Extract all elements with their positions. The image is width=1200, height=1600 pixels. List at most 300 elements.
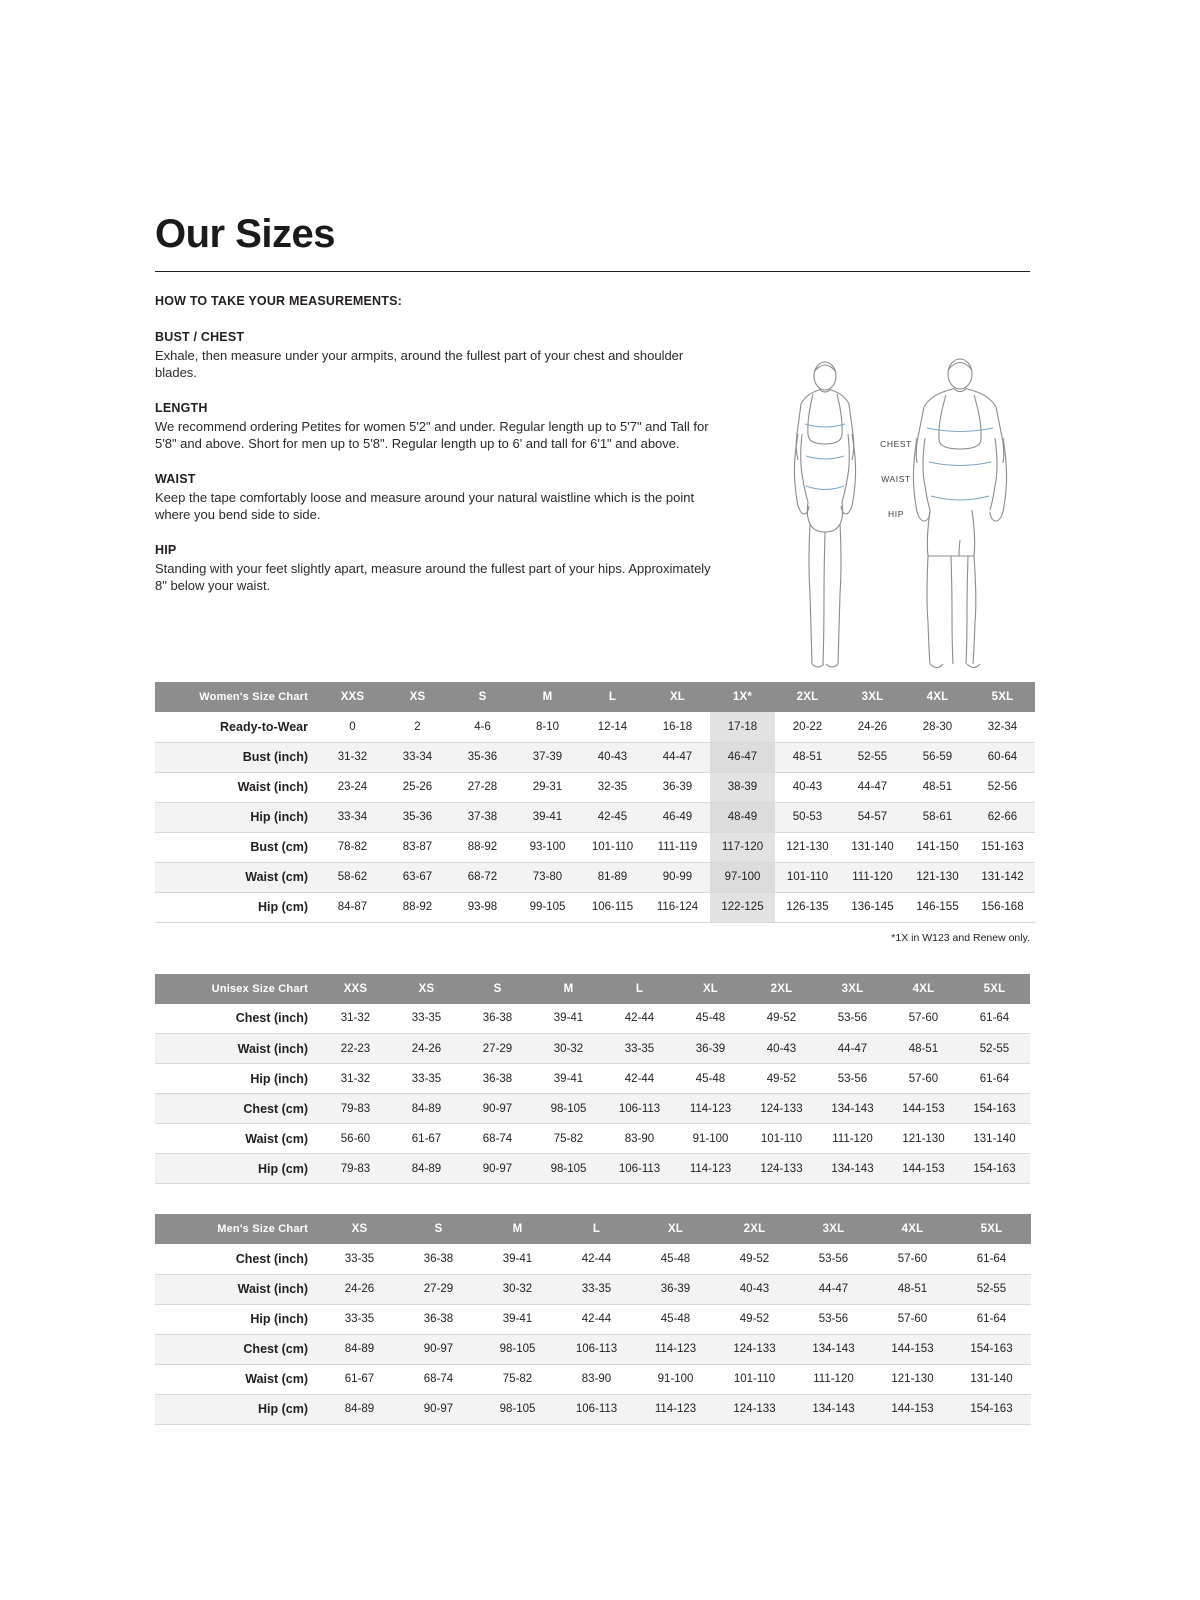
cell: 57-60 xyxy=(873,1304,952,1334)
table-row xyxy=(155,1064,1030,1094)
column-header: L xyxy=(580,682,645,712)
cell: 33-35 xyxy=(320,1244,399,1274)
column-header: XL xyxy=(675,974,746,1004)
table-body xyxy=(155,1244,1031,1424)
cell: 98-105 xyxy=(478,1334,557,1364)
cell: 93-98 xyxy=(450,892,515,922)
row-label: Hip (cm) xyxy=(155,1394,320,1424)
cell: 111-120 xyxy=(817,1124,888,1154)
cell: 91-100 xyxy=(675,1124,746,1154)
cell: 114-123 xyxy=(675,1154,746,1184)
cell: 124-133 xyxy=(746,1154,817,1184)
column-header: XS xyxy=(320,1214,399,1244)
section-body: Standing with your feet slightly apart, measure around the fullest part of your hips. Approximately 8" below your waist. xyxy=(155,561,711,593)
cell: 36-38 xyxy=(462,1064,533,1094)
cell: 131-140 xyxy=(959,1124,1030,1154)
row-label: Chest (inch) xyxy=(155,1004,320,1034)
cell: 88-92 xyxy=(450,832,515,862)
cell: 52-55 xyxy=(959,1034,1030,1064)
table-row xyxy=(155,1244,1031,1274)
cell: 27-29 xyxy=(399,1274,478,1304)
cell: 75-82 xyxy=(478,1364,557,1394)
cell: 98-105 xyxy=(478,1394,557,1424)
cell: 73-80 xyxy=(515,862,580,892)
cell: 141-150 xyxy=(905,832,970,862)
cell: 48-51 xyxy=(888,1034,959,1064)
cell: 45-48 xyxy=(636,1304,715,1334)
cell: 32-34 xyxy=(970,712,1035,742)
cell: 44-47 xyxy=(794,1274,873,1304)
cell: 61-64 xyxy=(959,1064,1030,1094)
cell: 39-41 xyxy=(533,1004,604,1034)
cell: 83-90 xyxy=(604,1124,675,1154)
cell: 53-56 xyxy=(794,1244,873,1274)
column-header: 2XL xyxy=(715,1214,794,1244)
cell: 32-35 xyxy=(580,772,645,802)
cell: 37-39 xyxy=(515,742,580,772)
cell: 126-135 xyxy=(775,892,840,922)
cell: 134-143 xyxy=(794,1334,873,1364)
male-measure-lines-icon xyxy=(927,428,993,500)
cell: 42-44 xyxy=(557,1304,636,1334)
row-label: Chest (cm) xyxy=(155,1334,320,1364)
section-heading: LENGTH xyxy=(155,401,208,415)
cell: 97-100 xyxy=(710,862,775,892)
cell: 60-64 xyxy=(970,742,1035,772)
womens-footnote: *1X in W123 and Renew only. xyxy=(891,931,1030,944)
table-row xyxy=(155,862,1035,892)
row-label: Hip (cm) xyxy=(155,1154,320,1184)
table-body xyxy=(155,1004,1030,1184)
row-label: Waist (cm) xyxy=(155,862,320,892)
cell: 45-48 xyxy=(636,1244,715,1274)
section-body: Keep the tape comfortably loose and measure around your natural waistline which is the point where you bend side to side. xyxy=(155,490,695,522)
row-label: Hip (cm) xyxy=(155,892,320,922)
cell: 27-28 xyxy=(450,772,515,802)
column-header: S xyxy=(399,1214,478,1244)
cell: 24-26 xyxy=(391,1034,462,1064)
cell: 33-35 xyxy=(557,1274,636,1304)
column-header: 4XL xyxy=(873,1214,952,1244)
cell: 53-56 xyxy=(794,1304,873,1334)
cell: 24-26 xyxy=(320,1274,399,1304)
cell: 27-29 xyxy=(462,1034,533,1064)
row-label: Ready-to-Wear xyxy=(155,712,320,742)
column-header: XL xyxy=(636,1214,715,1244)
cell: 144-153 xyxy=(873,1394,952,1424)
cell: 90-99 xyxy=(645,862,710,892)
title-divider xyxy=(155,271,1030,272)
cell: 57-60 xyxy=(888,1004,959,1034)
column-header: M xyxy=(533,974,604,1004)
cell: 22-23 xyxy=(320,1034,391,1064)
cell: 45-48 xyxy=(675,1064,746,1094)
cell: 144-153 xyxy=(873,1334,952,1364)
column-header: XS xyxy=(391,974,462,1004)
cell: 111-120 xyxy=(794,1364,873,1394)
cell: 90-97 xyxy=(462,1094,533,1124)
cell: 134-143 xyxy=(794,1394,873,1424)
cell: 35-36 xyxy=(450,742,515,772)
cell: 124-133 xyxy=(746,1094,817,1124)
cell: 40-43 xyxy=(775,772,840,802)
cell: 42-44 xyxy=(557,1244,636,1274)
table-row xyxy=(155,802,1035,832)
cell: 33-35 xyxy=(391,1004,462,1034)
cell: 53-56 xyxy=(817,1064,888,1094)
cell: 28-30 xyxy=(905,712,970,742)
measurement-instructions xyxy=(155,294,715,594)
cell: 131-140 xyxy=(840,832,905,862)
cell: 79-83 xyxy=(320,1154,391,1184)
female-measure-lines-icon xyxy=(805,424,845,490)
table-row xyxy=(155,1004,1030,1034)
table-row xyxy=(155,1394,1031,1424)
cell: 54-57 xyxy=(840,802,905,832)
column-header: 1X* xyxy=(710,682,775,712)
column-header: Men's Size Chart xyxy=(155,1214,320,1244)
cell: 57-60 xyxy=(888,1064,959,1094)
cell: 61-64 xyxy=(952,1244,1031,1274)
cell: 98-105 xyxy=(533,1094,604,1124)
cell: 33-35 xyxy=(391,1064,462,1094)
cell: 45-48 xyxy=(675,1004,746,1034)
cell: 33-34 xyxy=(385,742,450,772)
table-row xyxy=(155,712,1035,742)
cell: 61-64 xyxy=(952,1304,1031,1334)
row-label: Waist (cm) xyxy=(155,1124,320,1154)
cell: 39-41 xyxy=(478,1304,557,1334)
row-label: Waist (inch) xyxy=(155,1274,320,1304)
cell: 42-45 xyxy=(580,802,645,832)
cell: 40-43 xyxy=(580,742,645,772)
row-label: Chest (cm) xyxy=(155,1094,320,1124)
table-row xyxy=(155,1334,1031,1364)
cell: 62-66 xyxy=(970,802,1035,832)
cell: 30-32 xyxy=(478,1274,557,1304)
table-body xyxy=(155,712,1035,922)
cell: 56-60 xyxy=(320,1124,391,1154)
cell: 50-53 xyxy=(775,802,840,832)
cell: 117-120 xyxy=(710,832,775,862)
column-header: XL xyxy=(645,682,710,712)
section-body: We recommend ordering Petites for women 5'2" and under. Regular length up to 5'7" and Tall for 5'8" and above. Short for men up to 5'8". Regular length up to 6' and tall for 6'1" and above. xyxy=(155,419,709,451)
cell: 61-67 xyxy=(320,1364,399,1394)
cell: 31-32 xyxy=(320,1064,391,1094)
column-header: 3XL xyxy=(817,974,888,1004)
column-header: XXS xyxy=(320,974,391,1004)
cell: 84-89 xyxy=(320,1334,399,1364)
cell: 101-110 xyxy=(715,1364,794,1394)
cell: 48-49 xyxy=(710,802,775,832)
table-row xyxy=(155,772,1035,802)
section-length xyxy=(155,401,715,452)
table-row xyxy=(155,1154,1030,1184)
cell: 52-55 xyxy=(840,742,905,772)
female-figure-icon xyxy=(794,362,855,667)
cell: 101-110 xyxy=(775,862,840,892)
column-header: M xyxy=(515,682,580,712)
column-header: Unisex Size Chart xyxy=(155,974,320,1004)
cell: 25-26 xyxy=(385,772,450,802)
section-bust-chest xyxy=(155,330,715,381)
cell: 44-47 xyxy=(817,1034,888,1064)
mens-size-chart xyxy=(155,1214,1030,1425)
cell: 52-56 xyxy=(970,772,1035,802)
cell: 154-163 xyxy=(959,1094,1030,1124)
table-row xyxy=(155,1094,1030,1124)
cell: 31-32 xyxy=(320,1004,391,1034)
cell: 58-61 xyxy=(905,802,970,832)
column-header: 3XL xyxy=(840,682,905,712)
column-header: 2XL xyxy=(746,974,817,1004)
cell: 30-32 xyxy=(533,1034,604,1064)
cell: 106-113 xyxy=(557,1394,636,1424)
section-hip xyxy=(155,543,715,594)
cell: 122-125 xyxy=(710,892,775,922)
cell: 4-6 xyxy=(450,712,515,742)
cell: 42-44 xyxy=(604,1004,675,1034)
cell: 56-59 xyxy=(905,742,970,772)
table-row xyxy=(155,1274,1031,1304)
figure-label-hip: HIP xyxy=(888,509,904,519)
cell: 61-67 xyxy=(391,1124,462,1154)
cell: 17-18 xyxy=(710,712,775,742)
womens-size-chart xyxy=(155,682,1030,944)
column-header: 5XL xyxy=(952,1214,1031,1244)
cell: 124-133 xyxy=(715,1394,794,1424)
column-header: M xyxy=(478,1214,557,1244)
column-header: 3XL xyxy=(794,1214,873,1244)
cell: 48-51 xyxy=(775,742,840,772)
section-heading: HIP xyxy=(155,543,177,557)
cell: 49-52 xyxy=(746,1064,817,1094)
column-header: L xyxy=(557,1214,636,1244)
table-row xyxy=(155,1124,1030,1154)
cell: 114-123 xyxy=(675,1094,746,1124)
cell: 134-143 xyxy=(817,1094,888,1124)
mens-size-table xyxy=(155,1214,1031,1425)
cell: 49-52 xyxy=(746,1004,817,1034)
cell: 52-55 xyxy=(952,1274,1031,1304)
cell: 154-163 xyxy=(959,1154,1030,1184)
cell: 84-89 xyxy=(320,1394,399,1424)
row-label: Waist (cm) xyxy=(155,1364,320,1394)
cell: 156-168 xyxy=(970,892,1035,922)
unisex-size-table xyxy=(155,974,1030,1185)
figure-label-chest: CHEST xyxy=(880,439,912,449)
cell: 36-39 xyxy=(645,772,710,802)
cell: 46-49 xyxy=(645,802,710,832)
cell: 146-155 xyxy=(905,892,970,922)
cell: 99-105 xyxy=(515,892,580,922)
page-title: Our Sizes xyxy=(155,212,336,256)
cell: 31-32 xyxy=(320,742,385,772)
row-label: Chest (inch) xyxy=(155,1244,320,1274)
column-header: L xyxy=(604,974,675,1004)
cell: 90-97 xyxy=(399,1394,478,1424)
cell: 98-105 xyxy=(533,1154,604,1184)
table-row xyxy=(155,1034,1030,1064)
cell: 48-51 xyxy=(905,772,970,802)
figure-label-waist: WAIST xyxy=(881,474,911,484)
cell: 44-47 xyxy=(840,772,905,802)
cell: 39-41 xyxy=(478,1244,557,1274)
cell: 154-163 xyxy=(952,1334,1031,1364)
cell: 84-87 xyxy=(320,892,385,922)
cell: 39-41 xyxy=(533,1064,604,1094)
column-header: 4XL xyxy=(905,682,970,712)
cell: 84-89 xyxy=(391,1094,462,1124)
cell: 79-83 xyxy=(320,1094,391,1124)
column-header: 2XL xyxy=(775,682,840,712)
cell: 39-41 xyxy=(515,802,580,832)
cell: 68-74 xyxy=(399,1364,478,1394)
cell: 44-47 xyxy=(645,742,710,772)
cell: 36-38 xyxy=(462,1004,533,1034)
cell: 42-44 xyxy=(604,1064,675,1094)
cell: 37-38 xyxy=(450,802,515,832)
cell: 144-153 xyxy=(888,1154,959,1184)
cell: 106-115 xyxy=(580,892,645,922)
section-heading: WAIST xyxy=(155,472,196,486)
cell: 29-31 xyxy=(515,772,580,802)
section-body: Exhale, then measure under your armpits, around the fullest part of your chest and shoulder blades. xyxy=(155,348,684,380)
cell: 101-110 xyxy=(580,832,645,862)
cell: 23-24 xyxy=(320,772,385,802)
cell: 144-153 xyxy=(888,1094,959,1124)
column-header: S xyxy=(450,682,515,712)
row-label: Bust (cm) xyxy=(155,832,320,862)
row-label: Hip (inch) xyxy=(155,1064,320,1094)
cell: 24-26 xyxy=(840,712,905,742)
cell: 111-120 xyxy=(840,862,905,892)
row-label: Waist (inch) xyxy=(155,1034,320,1064)
cell: 48-51 xyxy=(873,1274,952,1304)
cell: 114-123 xyxy=(636,1334,715,1364)
cell: 106-113 xyxy=(604,1094,675,1124)
cell: 38-39 xyxy=(710,772,775,802)
cell: 81-89 xyxy=(580,862,645,892)
column-header: XXS xyxy=(320,682,385,712)
size-guide-page xyxy=(155,0,1030,1425)
cell: 116-124 xyxy=(645,892,710,922)
cell: 134-143 xyxy=(817,1154,888,1184)
row-label: Hip (inch) xyxy=(155,802,320,832)
table-header-row xyxy=(155,974,1030,1004)
cell: 131-140 xyxy=(952,1364,1031,1394)
cell: 20-22 xyxy=(775,712,840,742)
cell: 121-130 xyxy=(905,862,970,892)
cell: 8-10 xyxy=(515,712,580,742)
cell: 35-36 xyxy=(385,802,450,832)
cell: 84-89 xyxy=(391,1154,462,1184)
cell: 90-97 xyxy=(462,1154,533,1184)
cell: 40-43 xyxy=(715,1274,794,1304)
row-label: Bust (inch) xyxy=(155,742,320,772)
cell: 58-62 xyxy=(320,862,385,892)
cell: 136-145 xyxy=(840,892,905,922)
cell: 40-43 xyxy=(746,1034,817,1064)
table-row xyxy=(155,1364,1031,1394)
table-header xyxy=(155,974,1030,1004)
cell: 61-64 xyxy=(959,1004,1030,1034)
cell: 91-100 xyxy=(636,1364,715,1394)
cell: 93-100 xyxy=(515,832,580,862)
intro-section xyxy=(155,294,1030,654)
table-row xyxy=(155,1304,1031,1334)
cell: 36-39 xyxy=(675,1034,746,1064)
row-label: Waist (inch) xyxy=(155,772,320,802)
cell: 36-38 xyxy=(399,1304,478,1334)
cell: 114-123 xyxy=(636,1394,715,1424)
cell: 83-87 xyxy=(385,832,450,862)
column-header: Women's Size Chart xyxy=(155,682,320,712)
cell: 75-82 xyxy=(533,1124,604,1154)
table-header-row xyxy=(155,1214,1031,1244)
row-label: Hip (inch) xyxy=(155,1304,320,1334)
cell: 12-14 xyxy=(580,712,645,742)
section-heading: BUST / CHEST xyxy=(155,330,245,344)
cell: 49-52 xyxy=(715,1244,794,1274)
cell: 53-56 xyxy=(817,1004,888,1034)
cell: 88-92 xyxy=(385,892,450,922)
figure-measure-labels xyxy=(873,439,919,544)
cell: 16-18 xyxy=(645,712,710,742)
howto-heading: HOW TO TAKE YOUR MEASUREMENTS: xyxy=(155,294,402,308)
male-figure-icon xyxy=(913,359,1006,668)
cell: 57-60 xyxy=(873,1244,952,1274)
womens-size-table xyxy=(155,682,1035,923)
cell: 36-39 xyxy=(636,1274,715,1304)
column-header: 5XL xyxy=(959,974,1030,1004)
cell: 36-38 xyxy=(399,1244,478,1274)
cell: 49-52 xyxy=(715,1304,794,1334)
table-header xyxy=(155,1214,1031,1244)
cell: 111-119 xyxy=(645,832,710,862)
cell: 106-113 xyxy=(604,1154,675,1184)
cell: 83-90 xyxy=(557,1364,636,1394)
cell: 90-97 xyxy=(399,1334,478,1364)
table-row xyxy=(155,742,1035,772)
cell: 78-82 xyxy=(320,832,385,862)
cell: 131-142 xyxy=(970,862,1035,892)
body-measurement-figures xyxy=(775,354,1045,714)
cell: 121-130 xyxy=(873,1364,952,1394)
cell: 124-133 xyxy=(715,1334,794,1364)
cell: 121-130 xyxy=(775,832,840,862)
table-row xyxy=(155,892,1035,922)
unisex-size-chart xyxy=(155,974,1030,1185)
cell: 154-163 xyxy=(952,1394,1031,1424)
cell: 68-72 xyxy=(450,862,515,892)
column-header: 4XL xyxy=(888,974,959,1004)
cell: 46-47 xyxy=(710,742,775,772)
cell: 2 xyxy=(385,712,450,742)
cell: 151-163 xyxy=(970,832,1035,862)
cell: 101-110 xyxy=(746,1124,817,1154)
cell: 63-67 xyxy=(385,862,450,892)
cell: 68-74 xyxy=(462,1124,533,1154)
column-header: XS xyxy=(385,682,450,712)
cell: 121-130 xyxy=(888,1124,959,1154)
cell: 0 xyxy=(320,712,385,742)
column-header: S xyxy=(462,974,533,1004)
cell: 106-113 xyxy=(557,1334,636,1364)
section-waist xyxy=(155,472,715,523)
column-header: 5XL xyxy=(970,682,1035,712)
cell: 33-35 xyxy=(604,1034,675,1064)
